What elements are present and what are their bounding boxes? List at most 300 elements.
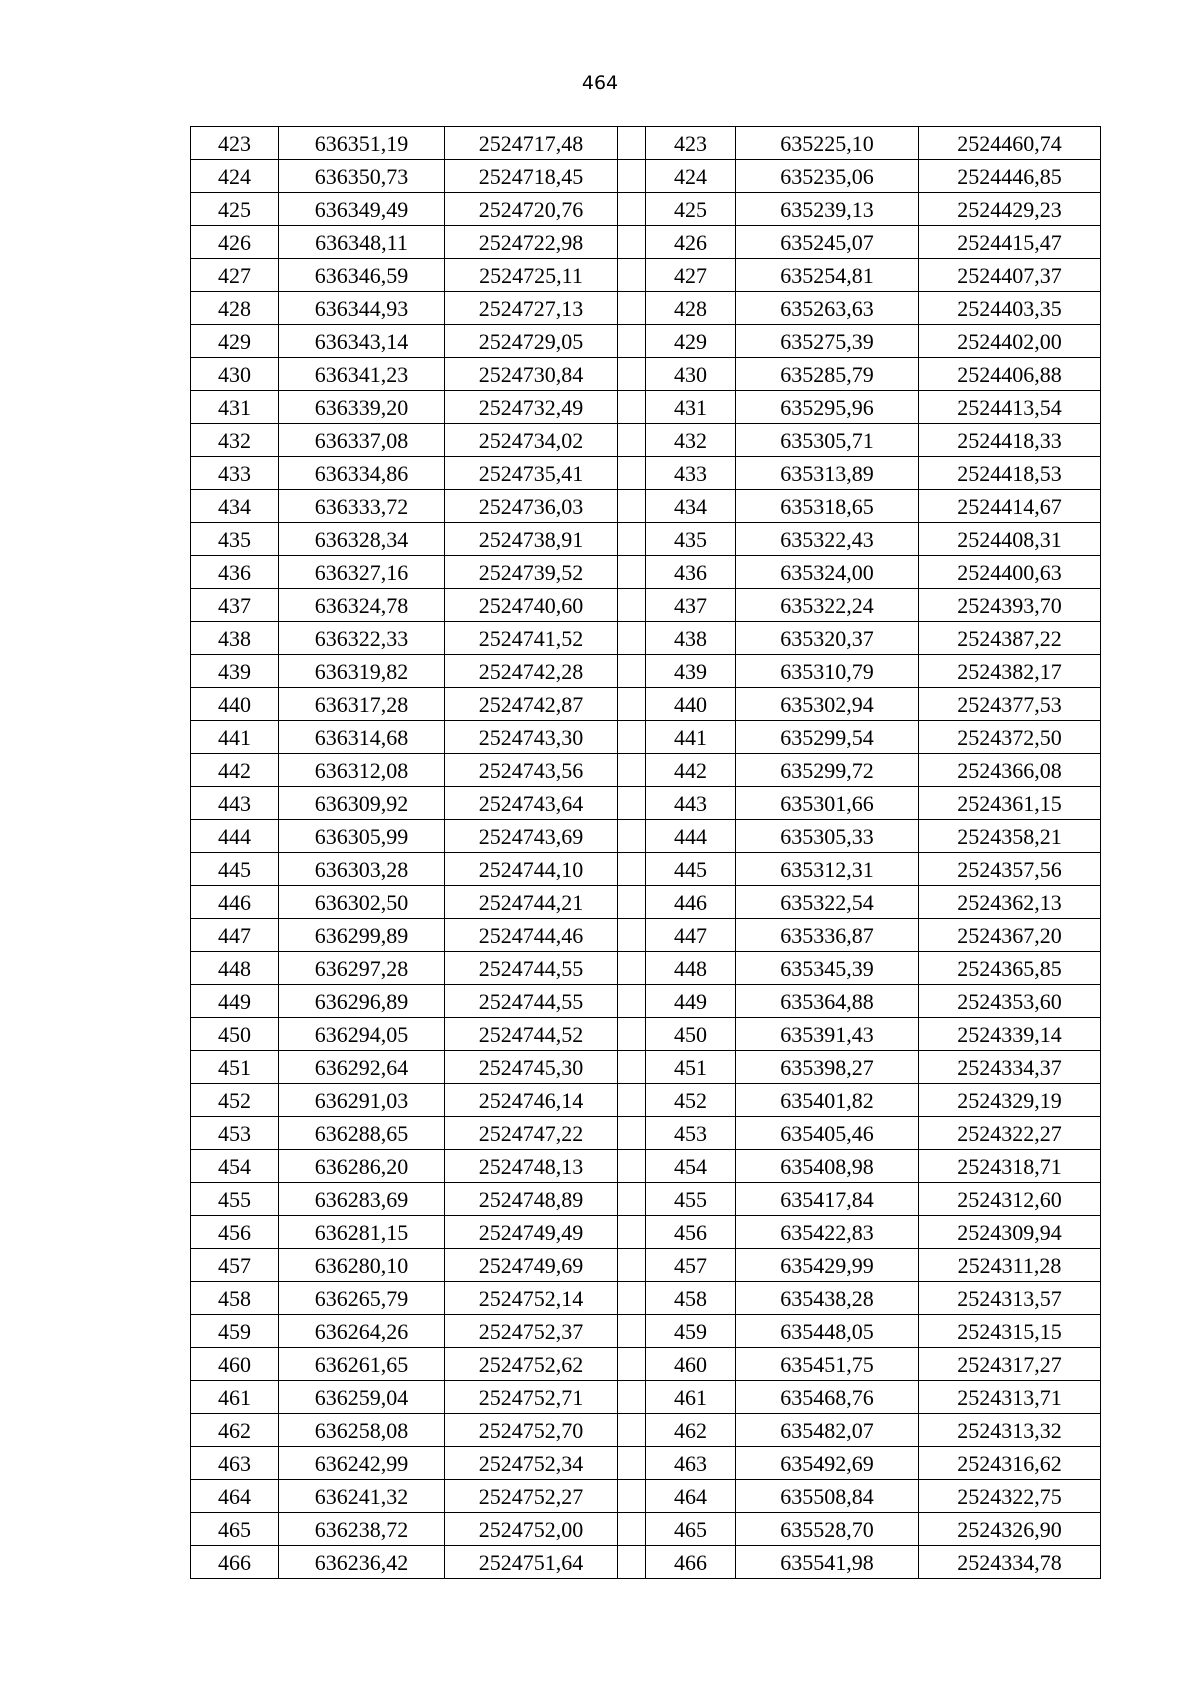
separator-cell xyxy=(618,1216,646,1249)
left-y-coordinate-cell: 2524744,52 xyxy=(445,1018,618,1051)
right-y-coordinate-cell: 2524366,08 xyxy=(919,754,1101,787)
right-point-number-cell: 425 xyxy=(646,193,736,226)
right-y-coordinate-cell: 2524362,13 xyxy=(919,886,1101,919)
right-y-coordinate-cell: 2524322,27 xyxy=(919,1117,1101,1150)
right-point-number-cell: 442 xyxy=(646,754,736,787)
right-x-coordinate-cell: 635398,27 xyxy=(736,1051,919,1084)
right-x-coordinate-cell: 635235,06 xyxy=(736,160,919,193)
table-row xyxy=(191,193,1101,226)
separator-cell xyxy=(618,523,646,556)
separator-cell xyxy=(618,193,646,226)
left-y-coordinate-cell: 2524730,84 xyxy=(445,358,618,391)
separator-cell xyxy=(618,391,646,424)
left-y-coordinate-cell: 2524729,05 xyxy=(445,325,618,358)
left-y-coordinate-cell: 2524749,69 xyxy=(445,1249,618,1282)
table-row xyxy=(191,754,1101,787)
left-x-coordinate-cell: 636314,68 xyxy=(279,721,445,754)
table-row xyxy=(191,721,1101,754)
right-y-coordinate-cell: 2524382,17 xyxy=(919,655,1101,688)
left-point-number-cell: 434 xyxy=(191,490,279,523)
right-x-coordinate-cell: 635239,13 xyxy=(736,193,919,226)
right-point-number-cell: 444 xyxy=(646,820,736,853)
table-row xyxy=(191,325,1101,358)
left-x-coordinate-cell: 636319,82 xyxy=(279,655,445,688)
left-x-coordinate-cell: 636297,28 xyxy=(279,952,445,985)
right-point-number-cell: 429 xyxy=(646,325,736,358)
left-point-number-cell: 445 xyxy=(191,853,279,886)
left-x-coordinate-cell: 636280,10 xyxy=(279,1249,445,1282)
right-x-coordinate-cell: 635301,66 xyxy=(736,787,919,820)
right-y-coordinate-cell: 2524418,53 xyxy=(919,457,1101,490)
left-y-coordinate-cell: 2524744,10 xyxy=(445,853,618,886)
table-row xyxy=(191,457,1101,490)
left-x-coordinate-cell: 636236,42 xyxy=(279,1546,445,1579)
table-row xyxy=(191,1315,1101,1348)
left-point-number-cell: 440 xyxy=(191,688,279,721)
left-y-coordinate-cell: 2524738,91 xyxy=(445,523,618,556)
left-y-coordinate-cell: 2524736,03 xyxy=(445,490,618,523)
left-x-coordinate-cell: 636333,72 xyxy=(279,490,445,523)
right-y-coordinate-cell: 2524400,63 xyxy=(919,556,1101,589)
separator-cell xyxy=(618,688,646,721)
right-y-coordinate-cell: 2524446,85 xyxy=(919,160,1101,193)
left-y-coordinate-cell: 2524741,52 xyxy=(445,622,618,655)
left-y-coordinate-cell: 2524744,46 xyxy=(445,919,618,952)
right-y-coordinate-cell: 2524429,23 xyxy=(919,193,1101,226)
left-y-coordinate-cell: 2524727,13 xyxy=(445,292,618,325)
left-x-coordinate-cell: 636261,65 xyxy=(279,1348,445,1381)
left-point-number-cell: 432 xyxy=(191,424,279,457)
left-y-coordinate-cell: 2524742,87 xyxy=(445,688,618,721)
left-x-coordinate-cell: 636292,64 xyxy=(279,1051,445,1084)
separator-cell xyxy=(618,853,646,886)
separator-cell xyxy=(618,1117,646,1150)
right-x-coordinate-cell: 635254,81 xyxy=(736,259,919,292)
left-point-number-cell: 450 xyxy=(191,1018,279,1051)
separator-cell xyxy=(618,325,646,358)
right-point-number-cell: 453 xyxy=(646,1117,736,1150)
right-y-coordinate-cell: 2524407,37 xyxy=(919,259,1101,292)
left-x-coordinate-cell: 636299,89 xyxy=(279,919,445,952)
right-x-coordinate-cell: 635451,75 xyxy=(736,1348,919,1381)
table-row xyxy=(191,556,1101,589)
left-x-coordinate-cell: 636281,15 xyxy=(279,1216,445,1249)
table-row xyxy=(191,1150,1101,1183)
right-point-number-cell: 428 xyxy=(646,292,736,325)
left-point-number-cell: 454 xyxy=(191,1150,279,1183)
left-y-coordinate-cell: 2524752,00 xyxy=(445,1513,618,1546)
left-point-number-cell: 443 xyxy=(191,787,279,820)
table-row xyxy=(191,589,1101,622)
table-row xyxy=(191,259,1101,292)
table-row xyxy=(191,1480,1101,1513)
separator-cell xyxy=(618,1051,646,1084)
right-x-coordinate-cell: 635422,83 xyxy=(736,1216,919,1249)
left-point-number-cell: 430 xyxy=(191,358,279,391)
left-point-number-cell: 435 xyxy=(191,523,279,556)
left-y-coordinate-cell: 2524739,52 xyxy=(445,556,618,589)
left-y-coordinate-cell: 2524740,60 xyxy=(445,589,618,622)
left-point-number-cell: 424 xyxy=(191,160,279,193)
separator-cell xyxy=(618,1480,646,1513)
left-x-coordinate-cell: 636328,34 xyxy=(279,523,445,556)
right-x-coordinate-cell: 635528,70 xyxy=(736,1513,919,1546)
left-x-coordinate-cell: 636264,26 xyxy=(279,1315,445,1348)
left-y-coordinate-cell: 2524717,48 xyxy=(445,127,618,160)
table-row xyxy=(191,655,1101,688)
table-row xyxy=(191,1051,1101,1084)
separator-cell xyxy=(618,1018,646,1051)
right-x-coordinate-cell: 635312,31 xyxy=(736,853,919,886)
right-point-number-cell: 458 xyxy=(646,1282,736,1315)
separator-cell xyxy=(618,292,646,325)
table-row xyxy=(191,1216,1101,1249)
left-y-coordinate-cell: 2524751,64 xyxy=(445,1546,618,1579)
separator-cell xyxy=(618,952,646,985)
separator-cell xyxy=(618,358,646,391)
right-point-number-cell: 427 xyxy=(646,259,736,292)
left-x-coordinate-cell: 636317,28 xyxy=(279,688,445,721)
left-x-coordinate-cell: 636258,08 xyxy=(279,1414,445,1447)
right-y-coordinate-cell: 2524318,71 xyxy=(919,1150,1101,1183)
right-y-coordinate-cell: 2524322,75 xyxy=(919,1480,1101,1513)
left-point-number-cell: 431 xyxy=(191,391,279,424)
left-point-number-cell: 437 xyxy=(191,589,279,622)
left-y-coordinate-cell: 2524749,49 xyxy=(445,1216,618,1249)
left-point-number-cell: 464 xyxy=(191,1480,279,1513)
right-y-coordinate-cell: 2524326,90 xyxy=(919,1513,1101,1546)
right-point-number-cell: 438 xyxy=(646,622,736,655)
table-row xyxy=(191,853,1101,886)
right-point-number-cell: 451 xyxy=(646,1051,736,1084)
separator-cell xyxy=(618,820,646,853)
coordinates-table xyxy=(190,126,1101,1579)
left-point-number-cell: 427 xyxy=(191,259,279,292)
left-x-coordinate-cell: 636312,08 xyxy=(279,754,445,787)
right-y-coordinate-cell: 2524313,57 xyxy=(919,1282,1101,1315)
left-x-coordinate-cell: 636350,73 xyxy=(279,160,445,193)
right-point-number-cell: 440 xyxy=(646,688,736,721)
table-row xyxy=(191,1282,1101,1315)
table-row xyxy=(191,1249,1101,1282)
left-y-coordinate-cell: 2524744,55 xyxy=(445,952,618,985)
left-point-number-cell: 461 xyxy=(191,1381,279,1414)
right-y-coordinate-cell: 2524367,20 xyxy=(919,919,1101,952)
left-x-coordinate-cell: 636334,86 xyxy=(279,457,445,490)
separator-cell xyxy=(618,721,646,754)
right-y-coordinate-cell: 2524408,31 xyxy=(919,523,1101,556)
separator-cell xyxy=(618,1249,646,1282)
right-x-coordinate-cell: 635336,87 xyxy=(736,919,919,952)
separator-cell xyxy=(618,1348,646,1381)
left-x-coordinate-cell: 636259,04 xyxy=(279,1381,445,1414)
right-point-number-cell: 454 xyxy=(646,1150,736,1183)
right-point-number-cell: 466 xyxy=(646,1546,736,1579)
left-x-coordinate-cell: 636346,59 xyxy=(279,259,445,292)
separator-cell xyxy=(618,490,646,523)
table-row xyxy=(191,1117,1101,1150)
left-x-coordinate-cell: 636349,49 xyxy=(279,193,445,226)
left-point-number-cell: 433 xyxy=(191,457,279,490)
right-x-coordinate-cell: 635295,96 xyxy=(736,391,919,424)
right-y-coordinate-cell: 2524315,15 xyxy=(919,1315,1101,1348)
right-y-coordinate-cell: 2524406,88 xyxy=(919,358,1101,391)
table-row xyxy=(191,1018,1101,1051)
right-x-coordinate-cell: 635305,33 xyxy=(736,820,919,853)
right-point-number-cell: 433 xyxy=(646,457,736,490)
separator-cell xyxy=(618,1546,646,1579)
right-y-coordinate-cell: 2524329,19 xyxy=(919,1084,1101,1117)
right-point-number-cell: 457 xyxy=(646,1249,736,1282)
right-y-coordinate-cell: 2524377,53 xyxy=(919,688,1101,721)
right-y-coordinate-cell: 2524309,94 xyxy=(919,1216,1101,1249)
left-x-coordinate-cell: 636348,11 xyxy=(279,226,445,259)
left-point-number-cell: 423 xyxy=(191,127,279,160)
left-y-coordinate-cell: 2524720,76 xyxy=(445,193,618,226)
table-row xyxy=(191,160,1101,193)
separator-cell xyxy=(618,754,646,787)
left-point-number-cell: 439 xyxy=(191,655,279,688)
left-point-number-cell: 462 xyxy=(191,1414,279,1447)
left-y-coordinate-cell: 2524743,30 xyxy=(445,721,618,754)
left-x-coordinate-cell: 636344,93 xyxy=(279,292,445,325)
right-y-coordinate-cell: 2524414,67 xyxy=(919,490,1101,523)
left-y-coordinate-cell: 2524722,98 xyxy=(445,226,618,259)
left-point-number-cell: 441 xyxy=(191,721,279,754)
left-y-coordinate-cell: 2524748,13 xyxy=(445,1150,618,1183)
table-row xyxy=(191,1381,1101,1414)
left-y-coordinate-cell: 2524743,64 xyxy=(445,787,618,820)
table-row xyxy=(191,226,1101,259)
table-row xyxy=(191,985,1101,1018)
right-point-number-cell: 430 xyxy=(646,358,736,391)
right-x-coordinate-cell: 635417,84 xyxy=(736,1183,919,1216)
left-x-coordinate-cell: 636303,28 xyxy=(279,853,445,886)
left-y-coordinate-cell: 2524752,27 xyxy=(445,1480,618,1513)
left-y-coordinate-cell: 2524748,89 xyxy=(445,1183,618,1216)
separator-cell xyxy=(618,655,646,688)
left-y-coordinate-cell: 2524747,22 xyxy=(445,1117,618,1150)
separator-cell xyxy=(618,160,646,193)
coordinates-table-body xyxy=(191,127,1101,1579)
table-row xyxy=(191,424,1101,457)
left-point-number-cell: 448 xyxy=(191,952,279,985)
left-point-number-cell: 453 xyxy=(191,1117,279,1150)
right-y-coordinate-cell: 2524353,60 xyxy=(919,985,1101,1018)
right-y-coordinate-cell: 2524317,27 xyxy=(919,1348,1101,1381)
left-x-coordinate-cell: 636283,69 xyxy=(279,1183,445,1216)
left-point-number-cell: 465 xyxy=(191,1513,279,1546)
right-y-coordinate-cell: 2524339,14 xyxy=(919,1018,1101,1051)
right-point-number-cell: 448 xyxy=(646,952,736,985)
right-point-number-cell: 423 xyxy=(646,127,736,160)
separator-cell xyxy=(618,556,646,589)
right-x-coordinate-cell: 635322,43 xyxy=(736,523,919,556)
right-point-number-cell: 437 xyxy=(646,589,736,622)
separator-cell xyxy=(618,1183,646,1216)
table-row xyxy=(191,292,1101,325)
table-row xyxy=(191,1183,1101,1216)
right-y-coordinate-cell: 2524393,70 xyxy=(919,589,1101,622)
separator-cell xyxy=(618,622,646,655)
right-point-number-cell: 455 xyxy=(646,1183,736,1216)
left-x-coordinate-cell: 636309,92 xyxy=(279,787,445,820)
left-y-coordinate-cell: 2524743,69 xyxy=(445,820,618,853)
right-x-coordinate-cell: 635302,94 xyxy=(736,688,919,721)
right-point-number-cell: 435 xyxy=(646,523,736,556)
left-point-number-cell: 442 xyxy=(191,754,279,787)
right-y-coordinate-cell: 2524403,35 xyxy=(919,292,1101,325)
table-row xyxy=(191,1348,1101,1381)
right-y-coordinate-cell: 2524313,32 xyxy=(919,1414,1101,1447)
right-point-number-cell: 439 xyxy=(646,655,736,688)
separator-cell xyxy=(618,1084,646,1117)
left-point-number-cell: 447 xyxy=(191,919,279,952)
left-x-coordinate-cell: 636291,03 xyxy=(279,1084,445,1117)
right-point-number-cell: 446 xyxy=(646,886,736,919)
left-point-number-cell: 458 xyxy=(191,1282,279,1315)
table-row xyxy=(191,1084,1101,1117)
right-x-coordinate-cell: 635320,37 xyxy=(736,622,919,655)
right-x-coordinate-cell: 635408,98 xyxy=(736,1150,919,1183)
right-point-number-cell: 464 xyxy=(646,1480,736,1513)
right-y-coordinate-cell: 2524418,33 xyxy=(919,424,1101,457)
right-x-coordinate-cell: 635345,39 xyxy=(736,952,919,985)
separator-cell xyxy=(618,1150,646,1183)
right-x-coordinate-cell: 635275,39 xyxy=(736,325,919,358)
left-point-number-cell: 466 xyxy=(191,1546,279,1579)
table-row xyxy=(191,952,1101,985)
right-x-coordinate-cell: 635299,54 xyxy=(736,721,919,754)
separator-cell xyxy=(618,1315,646,1348)
left-point-number-cell: 438 xyxy=(191,622,279,655)
left-x-coordinate-cell: 636327,16 xyxy=(279,556,445,589)
right-y-coordinate-cell: 2524361,15 xyxy=(919,787,1101,820)
left-point-number-cell: 444 xyxy=(191,820,279,853)
separator-cell xyxy=(618,127,646,160)
left-y-coordinate-cell: 2524745,30 xyxy=(445,1051,618,1084)
right-point-number-cell: 452 xyxy=(646,1084,736,1117)
left-y-coordinate-cell: 2524725,11 xyxy=(445,259,618,292)
left-y-coordinate-cell: 2524743,56 xyxy=(445,754,618,787)
table-row xyxy=(191,1546,1101,1579)
separator-cell xyxy=(618,1447,646,1480)
left-point-number-cell: 460 xyxy=(191,1348,279,1381)
right-y-coordinate-cell: 2524334,37 xyxy=(919,1051,1101,1084)
right-y-coordinate-cell: 2524402,00 xyxy=(919,325,1101,358)
table-row xyxy=(191,622,1101,655)
table-row xyxy=(191,1447,1101,1480)
left-point-number-cell: 455 xyxy=(191,1183,279,1216)
right-y-coordinate-cell: 2524415,47 xyxy=(919,226,1101,259)
left-x-coordinate-cell: 636294,05 xyxy=(279,1018,445,1051)
table-row xyxy=(191,919,1101,952)
right-y-coordinate-cell: 2524372,50 xyxy=(919,721,1101,754)
right-x-coordinate-cell: 635313,89 xyxy=(736,457,919,490)
separator-cell xyxy=(618,1381,646,1414)
left-x-coordinate-cell: 636302,50 xyxy=(279,886,445,919)
left-point-number-cell: 451 xyxy=(191,1051,279,1084)
right-x-coordinate-cell: 635448,05 xyxy=(736,1315,919,1348)
left-x-coordinate-cell: 636339,20 xyxy=(279,391,445,424)
right-point-number-cell: 445 xyxy=(646,853,736,886)
right-x-coordinate-cell: 635508,84 xyxy=(736,1480,919,1513)
table-row xyxy=(191,523,1101,556)
separator-cell xyxy=(618,226,646,259)
left-point-number-cell: 449 xyxy=(191,985,279,1018)
separator-cell xyxy=(618,424,646,457)
right-y-coordinate-cell: 2524460,74 xyxy=(919,127,1101,160)
left-x-coordinate-cell: 636296,89 xyxy=(279,985,445,1018)
right-y-coordinate-cell: 2524311,28 xyxy=(919,1249,1101,1282)
right-y-coordinate-cell: 2524334,78 xyxy=(919,1546,1101,1579)
right-x-coordinate-cell: 635391,43 xyxy=(736,1018,919,1051)
right-x-coordinate-cell: 635322,54 xyxy=(736,886,919,919)
right-y-coordinate-cell: 2524365,85 xyxy=(919,952,1101,985)
left-x-coordinate-cell: 636341,23 xyxy=(279,358,445,391)
table-row xyxy=(191,1513,1101,1546)
right-point-number-cell: 460 xyxy=(646,1348,736,1381)
left-y-coordinate-cell: 2524735,41 xyxy=(445,457,618,490)
right-y-coordinate-cell: 2524313,71 xyxy=(919,1381,1101,1414)
right-x-coordinate-cell: 635285,79 xyxy=(736,358,919,391)
right-point-number-cell: 462 xyxy=(646,1414,736,1447)
right-point-number-cell: 465 xyxy=(646,1513,736,1546)
right-point-number-cell: 459 xyxy=(646,1315,736,1348)
right-y-coordinate-cell: 2524387,22 xyxy=(919,622,1101,655)
right-x-coordinate-cell: 635364,88 xyxy=(736,985,919,1018)
right-y-coordinate-cell: 2524312,60 xyxy=(919,1183,1101,1216)
right-point-number-cell: 434 xyxy=(646,490,736,523)
right-x-coordinate-cell: 635438,28 xyxy=(736,1282,919,1315)
separator-cell xyxy=(618,787,646,820)
left-point-number-cell: 426 xyxy=(191,226,279,259)
left-y-coordinate-cell: 2524752,37 xyxy=(445,1315,618,1348)
separator-cell xyxy=(618,1282,646,1315)
right-point-number-cell: 447 xyxy=(646,919,736,952)
right-x-coordinate-cell: 635324,00 xyxy=(736,556,919,589)
left-y-coordinate-cell: 2524752,70 xyxy=(445,1414,618,1447)
table-row xyxy=(191,820,1101,853)
left-x-coordinate-cell: 636238,72 xyxy=(279,1513,445,1546)
right-x-coordinate-cell: 635492,69 xyxy=(736,1447,919,1480)
right-y-coordinate-cell: 2524413,54 xyxy=(919,391,1101,424)
table-row xyxy=(191,490,1101,523)
left-y-coordinate-cell: 2524744,55 xyxy=(445,985,618,1018)
left-x-coordinate-cell: 636305,99 xyxy=(279,820,445,853)
left-point-number-cell: 456 xyxy=(191,1216,279,1249)
left-point-number-cell: 436 xyxy=(191,556,279,589)
left-point-number-cell: 425 xyxy=(191,193,279,226)
left-point-number-cell: 459 xyxy=(191,1315,279,1348)
table-row xyxy=(191,1414,1101,1447)
right-point-number-cell: 450 xyxy=(646,1018,736,1051)
left-x-coordinate-cell: 636343,14 xyxy=(279,325,445,358)
right-x-coordinate-cell: 635318,65 xyxy=(736,490,919,523)
right-point-number-cell: 463 xyxy=(646,1447,736,1480)
left-y-coordinate-cell: 2524752,34 xyxy=(445,1447,618,1480)
left-x-coordinate-cell: 636265,79 xyxy=(279,1282,445,1315)
separator-cell xyxy=(618,457,646,490)
left-point-number-cell: 428 xyxy=(191,292,279,325)
right-x-coordinate-cell: 635429,99 xyxy=(736,1249,919,1282)
left-y-coordinate-cell: 2524734,02 xyxy=(445,424,618,457)
right-x-coordinate-cell: 635322,24 xyxy=(736,589,919,622)
right-point-number-cell: 436 xyxy=(646,556,736,589)
separator-cell xyxy=(618,919,646,952)
right-point-number-cell: 443 xyxy=(646,787,736,820)
left-x-coordinate-cell: 636337,08 xyxy=(279,424,445,457)
